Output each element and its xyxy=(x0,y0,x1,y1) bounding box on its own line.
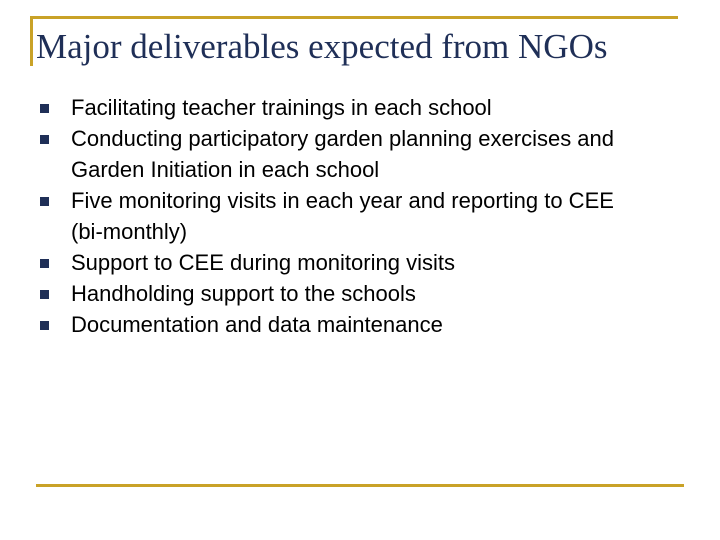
bullet-item-handholding-support xyxy=(40,278,640,309)
bottom-accent-rule xyxy=(36,484,684,487)
bullet-text: Facilitating teacher trainings in each school xyxy=(71,95,492,120)
square-bullet-icon xyxy=(40,321,49,330)
slide-title: Major deliverables expected from NGOs xyxy=(36,27,608,66)
left-accent-rule xyxy=(30,16,33,66)
bullet-text: Support to CEE during monitoring visits xyxy=(71,250,455,275)
square-bullet-icon xyxy=(40,135,49,144)
bullet-item-support-to-cee xyxy=(40,247,640,278)
bullet-text: Five monitoring visits in each year and reporting to CEE (bi-monthly) xyxy=(71,188,614,244)
bullet-item-teacher-trainings xyxy=(40,92,640,123)
bullet-list xyxy=(40,92,640,340)
top-accent-rule xyxy=(30,16,678,19)
bullet-item-monitoring-visits xyxy=(40,185,640,247)
bullet-text: Handholding support to the schools xyxy=(71,281,416,306)
square-bullet-icon xyxy=(40,104,49,113)
bullet-text: Conducting participatory garden planning exercises and Garden Initiation in each school xyxy=(71,126,615,182)
bullet-item-documentation xyxy=(40,309,640,340)
bullet-text: Documentation and data maintenance xyxy=(71,312,443,337)
square-bullet-icon xyxy=(40,259,49,268)
bullet-item-garden-planning xyxy=(40,123,640,185)
square-bullet-icon xyxy=(40,197,49,206)
square-bullet-icon xyxy=(40,290,49,299)
